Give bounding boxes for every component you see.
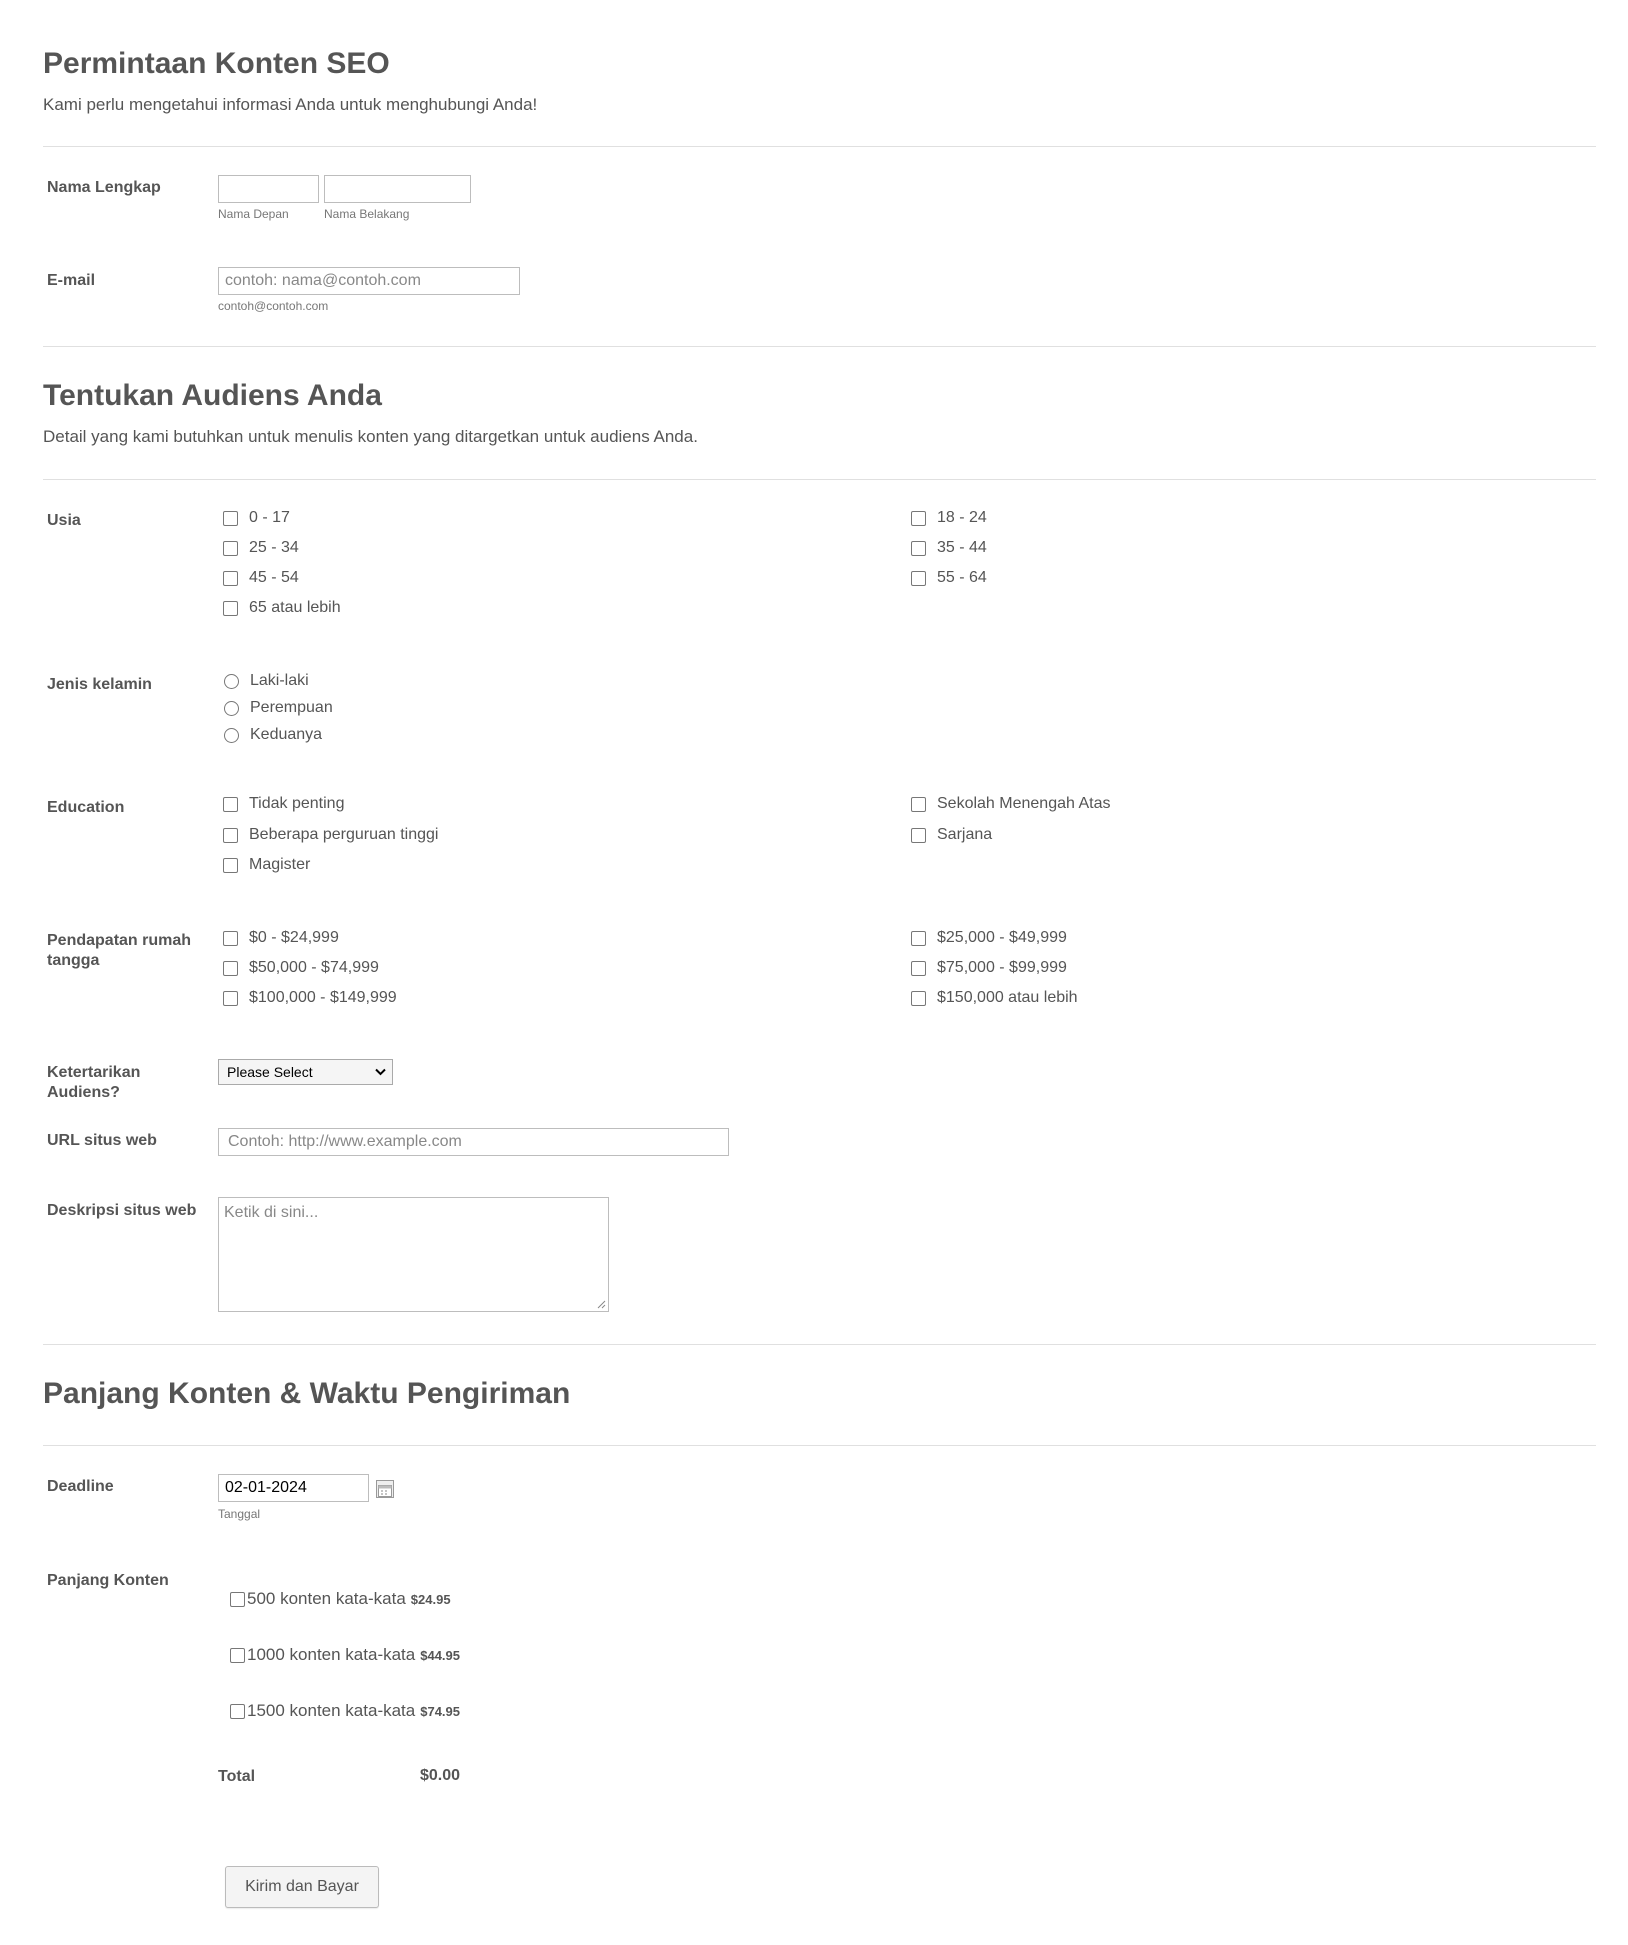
- checkbox[interactable]: [223, 797, 238, 812]
- gender-option[interactable]: Laki-laki: [224, 671, 309, 691]
- form-title: Permintaan Konten SEO: [43, 47, 390, 80]
- income-option[interactable]: $150,000 atau lebih: [911, 988, 1078, 1008]
- interest-select[interactable]: Please Select: [218, 1059, 393, 1085]
- delivery-section-title: Panjang Konten & Waktu Pengiriman: [43, 1377, 571, 1410]
- audience-section-subtitle: Detail yang kami butuhkan untuk menulis konten yang ditargetkan untuk audiens Anda.: [43, 427, 698, 446]
- checkbox[interactable]: [911, 571, 926, 586]
- website-url-input[interactable]: [218, 1128, 729, 1156]
- last-name-sublabel: Nama Belakang: [324, 207, 410, 221]
- age-option[interactable]: 45 - 54: [223, 568, 299, 588]
- chevron-down-icon: [375, 1068, 386, 1076]
- age-option[interactable]: 0 - 17: [223, 508, 290, 528]
- interest-label: Ketertarikan Audiens?: [47, 1064, 141, 1101]
- product-option[interactable]: 1500 konten kata-kata $74.95: [230, 1701, 460, 1721]
- education-option[interactable]: Beberapa perguruan tinggi: [223, 825, 438, 845]
- website-url-label: URL situs web: [47, 1132, 157, 1149]
- checkbox[interactable]: [911, 511, 926, 526]
- resize-grip-icon[interactable]: [597, 1300, 606, 1309]
- total-label: Total: [218, 1768, 256, 1785]
- checkbox[interactable]: [223, 571, 238, 586]
- section-divider: [43, 1344, 1596, 1345]
- section-divider: [43, 1445, 1596, 1446]
- education-option[interactable]: Tidak penting: [223, 794, 344, 814]
- income-option[interactable]: $0 - $24,999: [223, 928, 339, 948]
- income-option[interactable]: $75,000 - $99,999: [911, 958, 1067, 978]
- checkbox[interactable]: [223, 991, 238, 1006]
- checkbox[interactable]: [911, 828, 926, 843]
- calendar-icon[interactable]: [376, 1480, 394, 1498]
- product-option[interactable]: 500 konten kata-kata $24.95: [230, 1589, 451, 1609]
- email-input[interactable]: [218, 267, 520, 295]
- deadline-date-input[interactable]: 02-01-2024: [218, 1474, 369, 1502]
- checkbox[interactable]: [911, 991, 926, 1006]
- website-desc-textarea[interactable]: Ketik di sini...: [218, 1197, 609, 1312]
- checkbox[interactable]: [911, 931, 926, 946]
- gender-label: Jenis kelamin: [47, 676, 152, 693]
- product-price: $24.95: [410, 1591, 451, 1607]
- checkbox[interactable]: [223, 828, 238, 843]
- checkbox[interactable]: [223, 961, 238, 976]
- section-divider: [43, 346, 1596, 347]
- age-option[interactable]: 18 - 24: [911, 508, 987, 528]
- age-option[interactable]: 25 - 34: [223, 538, 299, 558]
- gender-option[interactable]: Perempuan: [224, 698, 333, 718]
- checkbox[interactable]: [223, 601, 238, 616]
- checkbox[interactable]: [223, 511, 238, 526]
- education-option[interactable]: Sekolah Menengah Atas: [911, 794, 1110, 814]
- checkbox[interactable]: [230, 1648, 245, 1663]
- section-divider: [43, 146, 1596, 147]
- total-value: $0.00: [420, 1767, 461, 1784]
- age-label: Usia: [47, 512, 81, 529]
- content-length-label: Panjang Konten: [47, 1572, 169, 1589]
- submit-pay-button[interactable]: Kirim dan Bayar: [225, 1866, 379, 1908]
- website-desc-label: Deskripsi situs web: [47, 1202, 197, 1219]
- radio-button[interactable]: [224, 674, 239, 689]
- checkbox[interactable]: [223, 858, 238, 873]
- email-sublabel: contoh@contoh.com: [218, 299, 329, 313]
- age-option[interactable]: 65 atau lebih: [223, 598, 341, 618]
- checkbox[interactable]: [230, 1592, 245, 1607]
- checkbox[interactable]: [223, 931, 238, 946]
- section-divider: [43, 479, 1596, 480]
- audience-section-title: Tentukan Audiens Anda: [43, 379, 382, 412]
- product-price: $74.95: [420, 1703, 460, 1719]
- first-name-sublabel: Nama Depan: [218, 207, 289, 221]
- age-option[interactable]: 55 - 64: [911, 568, 987, 588]
- gender-option[interactable]: Keduanya: [224, 725, 322, 745]
- education-label: Education: [47, 799, 125, 816]
- radio-button[interactable]: [224, 701, 239, 716]
- checkbox[interactable]: [911, 797, 926, 812]
- product-price: $44.95: [420, 1647, 460, 1663]
- income-option[interactable]: $25,000 - $49,999: [911, 928, 1067, 948]
- email-label: E-mail: [47, 272, 96, 289]
- form-subtitle: Kami perlu mengetahui informasi Anda untuk menghubungi Anda!: [43, 95, 538, 114]
- deadline-label: Deadline: [47, 1478, 114, 1495]
- checkbox[interactable]: [230, 1704, 245, 1719]
- income-option[interactable]: $50,000 - $74,999: [223, 958, 379, 978]
- deadline-sublabel: Tanggal: [218, 1507, 261, 1521]
- radio-button[interactable]: [224, 728, 239, 743]
- product-option[interactable]: 1000 konten kata-kata $44.95: [230, 1645, 460, 1665]
- income-option[interactable]: $100,000 - $149,999: [223, 988, 397, 1008]
- checkbox[interactable]: [911, 961, 926, 976]
- full-name-label: Nama Lengkap: [47, 179, 161, 196]
- education-option[interactable]: Sarjana: [911, 825, 992, 845]
- age-option[interactable]: 35 - 44: [911, 538, 987, 558]
- checkbox[interactable]: [223, 541, 238, 556]
- education-option[interactable]: Magister: [223, 855, 310, 875]
- income-label: Pendapatan rumah tangga: [47, 932, 192, 969]
- checkbox[interactable]: [911, 541, 926, 556]
- first-name-input[interactable]: [218, 175, 319, 203]
- last-name-input[interactable]: [324, 175, 471, 203]
